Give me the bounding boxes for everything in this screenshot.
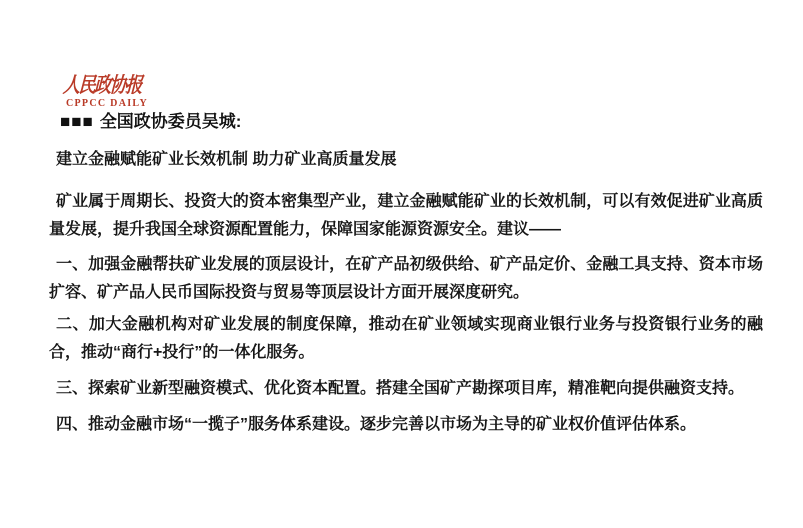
cppcc-daily-logo-chinese: 人民政协报 xyxy=(62,74,142,97)
article-paragraph-point-3: 三、探索矿业新型融资模式、优化资本配置。搭建全国矿产勘探项目库，精准靶向提供融资支持。 xyxy=(56,380,745,397)
byline-text: 全国政协委员吴城: xyxy=(99,112,242,131)
black-squares-icon: ■■■ xyxy=(60,112,94,131)
article-paragraph-point-4: 四、推动金融市场“一揽子”服务体系建设。逐步完善以市场为主导的矿业权价值评估体系。 xyxy=(56,416,697,433)
cppcc-daily-logo xyxy=(63,73,158,109)
article-title: 建立金融赋能矿业长效机制 助力矿业高质量发展 xyxy=(56,151,397,168)
article-paragraph-intro: 矿业属于周期长、投资大的资本密集型产业，建立金融赋能矿业的长效机制，可以有效促进矿业高质量发展，提升我国全球资源配置能力，保障国家能源资源安全。建议—— xyxy=(49,193,763,238)
article-paragraph-point-2: 二、加大金融机构对矿业发展的制度保障，推动在矿业领域实现商业银行业务与投资银行业务的融合，推动“商行+投行”的一体化服务。 xyxy=(49,316,763,361)
article-paragraph-point-1: 一、加强金融帮扶矿业发展的顶层设计，在矿产品初级供给、矿产品定价、金融工具支持、资本市场扩容、矿产品人民币国际投资与贸易等顶层设计方面开展深度研究。 xyxy=(49,256,763,301)
cppcc-daily-logo-english: CPPCC DAILY xyxy=(66,98,148,109)
byline-row xyxy=(49,109,241,134)
